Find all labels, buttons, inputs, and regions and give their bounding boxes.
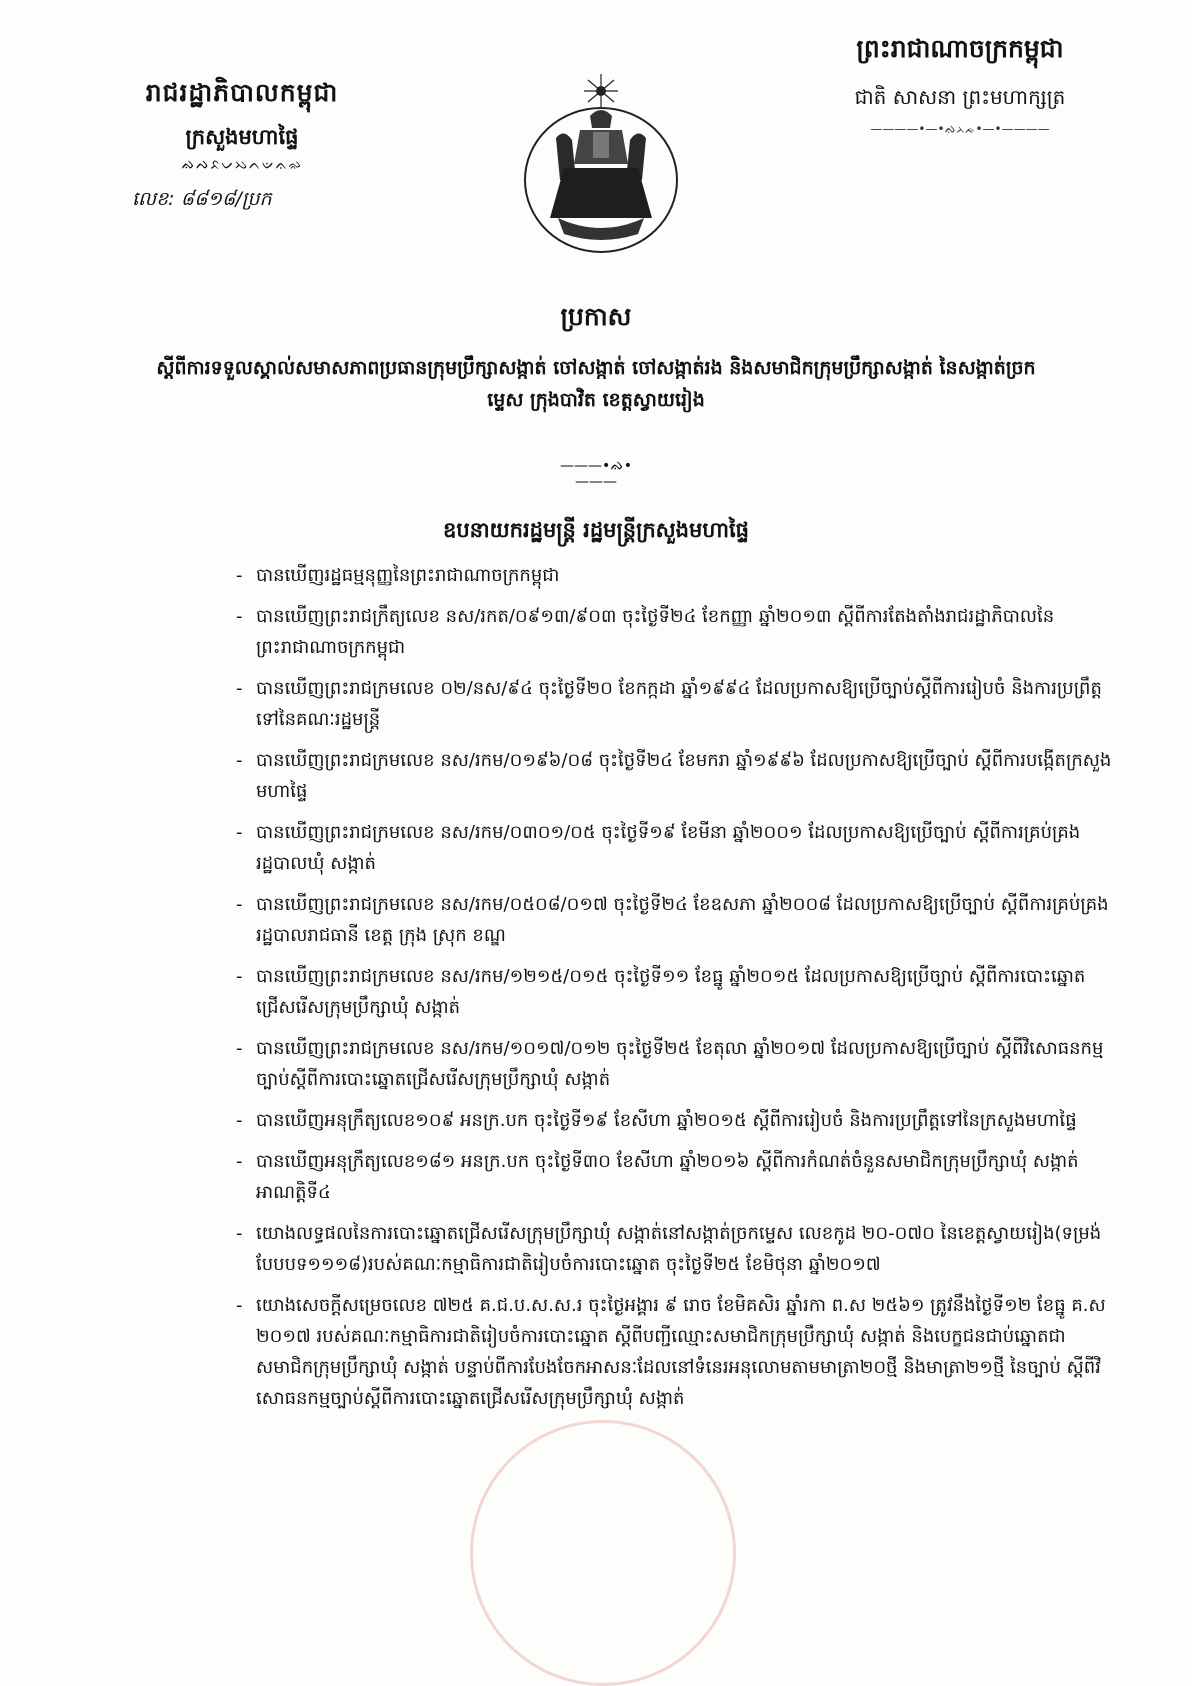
list-item: - បានឃើញអនុក្រឹត្យលេខ១៨១ អនក្រ.បក ចុះថ្ងៃទី៣០ ខែសីហា ឆ្នាំ២០១៦ ស្តីពីការកំណត់ចំនួនសមាជិកក្រុមប្រឹក្សាឃុំ សង្កាត់អាណត្តិទី៤ xyxy=(236,1146,1116,1208)
list-item: - បានឃើញព្រះរាជក្រមលេខ នស/រកម/០១៩៦/០៨ ចុះថ្ងៃទី២៤ ខែមករា ឆ្នាំ១៩៩៦ ដែលប្រកាសឱ្យប្រើច្បាប់ ស្តីពីការបង្កើតក្រសួងមហាផ្ទៃ xyxy=(236,745,1116,807)
issuer-heading: ឧបនាយករដ្ឋមន្ត្រី រដ្ឋមន្ត្រីក្រសួងមហាផ្ទៃ xyxy=(442,518,749,542)
list-item: - បានឃើញព្រះរាជក្រឹត្យលេខ នស/រកត/០៩១៣/៩០៣ ចុះថ្ងៃទី២៤ ខែកញ្ញា ឆ្នាំ២០១៣ ស្តីពីការតែងតាំងរាជរដ្ឋាភិបាលនៃព្រះរាជាណាចក្រកម្ពុជា xyxy=(236,601,1116,663)
header-ornament: ᨁᨄᨅᨆᨇᨈᨉᨊᨋ xyxy=(181,157,303,173)
list-item: - បានឃើញព្រះរាជក្រមលេខ នស/រកម/០៥០៨/០១៧ ចុះថ្ងៃទី២៤ ខែឧសភា ឆ្នាំ២០០៨ ដែលប្រកាសឱ្យប្រើច្បាប់ ស្តីពីការគ្រប់គ្រងរដ្ឋបាលរាជធានី ខេត្ត ក្រុង ស្រុក ខណ្ឌ xyxy=(236,889,1116,951)
motto-ornament: ————•—•ᨁᨂᨃ•—•———— xyxy=(870,122,1050,136)
title-divider: ———•ᨁ•——— xyxy=(560,458,632,490)
kingdom-header xyxy=(800,34,1120,137)
faded-stamp xyxy=(470,1420,736,1686)
national-motto: ជាតិ សាសនា ព្រះមហាក្សត្រ xyxy=(854,85,1066,109)
preamble-list xyxy=(236,560,1116,1424)
list-item: - បានឃើញអនុក្រឹត្យលេខ១០៩ អនក្រ.បក ចុះថ្ងៃទី១៩ ខែសីហា ឆ្នាំ២០១៥ ស្តីពីការរៀបចំ និងការប្រព្រឹត្តទៅនៃក្រសួងមហាផ្ទៃ xyxy=(236,1105,1116,1136)
document-title xyxy=(150,302,1042,417)
reference-number: លេខ: ៨៨១៨/ប្រក xyxy=(132,188,272,210)
document-type: ប្រកាស xyxy=(560,302,632,331)
list-item: - បានឃើញព្រះរាជក្រមលេខ ០២/នស/៩៤ ចុះថ្ងៃទី២០ ខែកក្កដា ឆ្នាំ១៩៩៤ ដែលប្រកាសឱ្យប្រើច្បាប់ស្តីពីការរៀបចំ និងការប្រព្រឹត្តទៅនៃគណៈរដ្ឋមន្ត្រី xyxy=(236,673,1116,735)
kingdom-name: ព្រះរាជាណាចក្រកម្ពុជា xyxy=(856,34,1064,63)
royal-arms-emblem-icon xyxy=(520,68,682,256)
list-item: - បានឃើញព្រះរាជក្រមលេខ នស/រកម/១២១៥/០១៥ ចុះថ្ងៃទី១១ ខែធ្នូ ឆ្នាំ២០១៥ ដែលប្រកាសឱ្យប្រើច្បាប់ ស្តីពីការបោះឆ្នោតជ្រើសរើសក្រុមប្រឹក្សាឃុំ សង្កាត់ xyxy=(236,961,1116,1023)
ministry-header xyxy=(92,78,392,215)
ministry-name: ក្រសួងមហាផ្ទៃ xyxy=(185,125,299,149)
list-item: - យោងសេចក្តីសម្រេចលេខ ៧២៥ គ.ជ.ប.ស.ស.រ ចុះថ្ងៃអង្គារ ៩ រោច ខែមិគសិរ ឆ្នាំរកា ព.ស ២៥៦១ ត្រូវនឹងថ្ងៃទី១២ ខែធ្នូ គ.ស ២០១៧ របស់គណៈកម្មាធិការជាតិរៀបចំការបោះឆ្នោត ស្តីពីបញ្ជីឈ្មោះសមាជិកក្រុមប្រឹក្សាឃុំ សង្កាត់ និងបេក្ខជនជាប់ឆ្នោតជាសមាជិកក្រុមប្រឹក្សាឃុំ សង្កាត់ បន្ទាប់ពីការបែងចែកអាសនៈដែលនៅទំនេរអនុលោមតាមមាត្រា២០ថ្មី និងមាត្រា២១ថ្មី នៃច្បាប់ ស្តីពីវិសោធនកម្មច្បាប់ស្តីពីការបោះឆ្នោតជ្រើសរើសក្រុមប្រឹក្សាឃុំ សង្កាត់ xyxy=(236,1290,1116,1414)
list-item: - យោងលទ្ធផលនៃការបោះឆ្នោតជ្រើសរើសក្រុមប្រឹក្សាឃុំ សង្កាត់នៅសង្កាត់ច្រកម្ទេស លេខកូដ ២០-០៧០ នៃខេត្តស្វាយរៀង(ទម្រង់បែបបទ១១១៨)របស់គណៈកម្មាធិការជាតិរៀបចំការបោះឆ្នោត ចុះថ្ងៃទី២៥ ខែមិថុនា ឆ្នាំ២០១៧ xyxy=(236,1218,1116,1280)
list-item: - បានឃើញព្រះរាជក្រមលេខ នស/រកម/០៣០១/០៥ ចុះថ្ងៃទី១៩ ខែមីនា ឆ្នាំ២០០១ ដែលប្រកាសឱ្យប្រើច្បាប់ ស្តីពីការគ្រប់គ្រងរដ្ឋបាលឃុំ សង្កាត់ xyxy=(236,817,1116,879)
document-subject: ស្តីពីការទទួលស្គាល់សមាសភាពប្រធានក្រុមប្រឹក្សាសង្កាត់ ចៅសង្កាត់ ចៅសង្កាត់រង និងសមាជិកក្រុមប្រឹក្សាសង្កាត់ នៃសង្កាត់ច្រកម្ទេស ក្រុងបាវិត ខេត្តស្វាយរៀង xyxy=(156,357,1036,412)
list-item: - បានឃើញរដ្ឋធម្មនុញ្ញនៃព្រះរាជាណាចក្រកម្ពុជា xyxy=(236,560,1116,591)
government-name: រាជរដ្ឋាភិបាលកម្ពុជា xyxy=(145,78,339,107)
list-item: - បានឃើញព្រះរាជក្រមលេខ នស/រកម/១០១៧/០១២ ចុះថ្ងៃទី២៥ ខែតុលា ឆ្នាំ២០១៧ ដែលប្រកាសឱ្យប្រើច្បាប់ ស្តីពីវិសោធនកម្មច្បាប់ស្តីពីការបោះឆ្នោតជ្រើសរើសក្រុមប្រឹក្សាឃុំ សង្កាត់ xyxy=(236,1033,1116,1095)
